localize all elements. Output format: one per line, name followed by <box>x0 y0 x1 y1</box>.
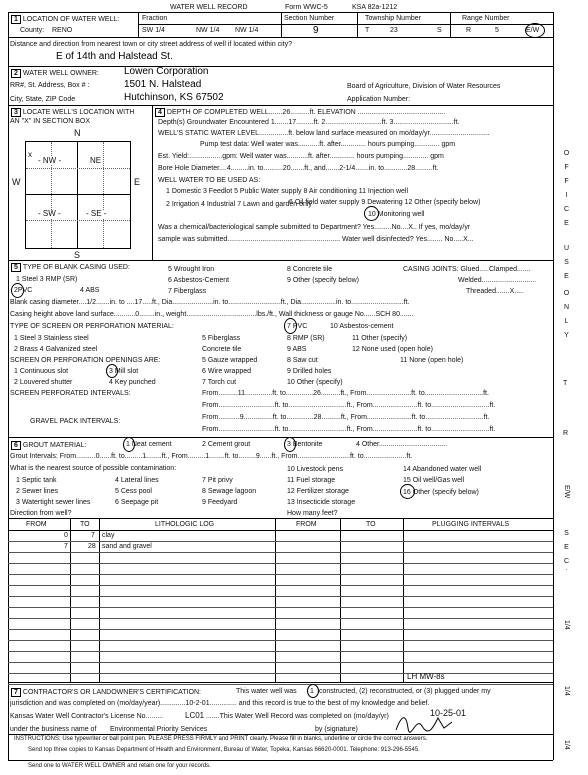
side-sec: S E C. <box>563 530 570 572</box>
constructed-circle <box>307 684 319 698</box>
form-number: Form WWC-5 <box>285 4 328 11</box>
compass-e: E <box>134 177 141 187</box>
screen-asbestos: 10 Asbestos-cement <box>330 323 394 330</box>
gravel-interval-1: From...........9...............ft. to..............28..........ft., From.......................ft. to..............................ft. <box>202 414 490 421</box>
log-header-to-2: TO <box>366 521 376 528</box>
instructions: INSTRUCTIONS: Use typewriter or ball point pen. PLEASE PRESS FIRMLY and PRINT clearly. Please fill in blanks, underline or circle the correct answers. <box>14 736 428 742</box>
fraction-sw: SW 1/4 <box>142 27 165 34</box>
compass-n: N <box>74 128 81 138</box>
completed-date: 10-25-01 <box>430 708 467 718</box>
log-row-line <box>8 629 553 630</box>
township-s: S <box>437 27 442 34</box>
casing-diameter: Blank casing diameter....1/2.......in. to ....17.....ft., Dia.....................in. to...........................ft., Dia..................in. to...........................ft. <box>10 299 410 306</box>
application-number-label: Application Number: <box>347 96 411 103</box>
section-number-value: 9 <box>313 25 319 36</box>
section-3-subtitle: AN "X" IN SECTION BOX <box>10 118 91 125</box>
log-row-line <box>8 541 553 542</box>
log-row-2-desc: sand and gravel <box>102 543 152 550</box>
contam-lateral: 4 Lateral lines <box>115 477 159 484</box>
opening-wire: 6 Wire wrapped <box>202 368 252 375</box>
pvc-circle <box>11 283 24 298</box>
contam-fuel: 11 Fuel storage <box>287 477 336 484</box>
contam-oilgas: 15 Oil well/Gas well <box>403 477 465 484</box>
screen-pvc-circle <box>284 318 297 334</box>
address-label: RR#, St. Address, Box # : <box>10 82 90 89</box>
log-row-1-from: 0 <box>64 532 68 539</box>
est-yield: Est. Yield:.................gpm: Well water was...........ft. after............. hours pumping............. gpm <box>158 153 444 160</box>
section-4-header: 4 DEPTH OF COMPLETED WELL.......26..........ft. ELEVATION ............................................. <box>155 108 445 117</box>
screen-concrete: Concrete tile <box>202 346 242 353</box>
screen-none: 12 None used (open hole) <box>352 346 433 353</box>
screen-other: 11 Other (specify) <box>352 335 408 342</box>
log-header-plugging: PLUGGING INTERVALS <box>432 521 510 528</box>
side-t: T <box>563 380 568 387</box>
signature-scribble <box>392 710 462 734</box>
signature-label: by (signature) <box>315 726 358 733</box>
gravel-intervals-label: GRAVEL PACK INTERVALS: <box>30 418 121 425</box>
screen-intervals-label: SCREEN PERFORATED INTERVALS: <box>10 390 131 397</box>
screen-row-1: 1 Steel 3 Stainless steel <box>14 335 89 342</box>
direction-label: Direction from well? <box>10 510 72 517</box>
quadrant-se: - SE - <box>86 209 107 218</box>
log-row-line <box>8 618 553 619</box>
fraction-label: Fraction <box>142 15 168 22</box>
compass-s: S <box>74 250 81 260</box>
neat-cement-circle <box>123 437 135 452</box>
send-instructions: Send top three copies to Kansas Department of Health and Environment, Bureau of Water, Topeka, Kansas 66620-0001. Telephone: 913-296-5545. <box>28 747 420 753</box>
owner-name: Lowen Corporation <box>124 66 209 77</box>
contam-seepage: 6 Seepage pit <box>115 499 159 506</box>
license-number: LC01 <box>185 711 205 720</box>
grout-intervals: Grout Intervals: From..........0......ft. to.........1........ft., From.........1........ft. to.........9......ft., From...........................ft. to......................ft. <box>10 453 413 460</box>
side-r: R <box>563 430 569 437</box>
casing-fiberglass: 7 Fiberglass <box>168 288 207 295</box>
fraction-nw1: NW 1/4 <box>196 27 220 34</box>
other-circle <box>400 484 415 499</box>
casing-joints: CASING JOINTS: Glued.....Clamped....... <box>403 266 531 273</box>
log-row-line <box>8 640 553 641</box>
casing-other: 9 Other (specify below) <box>287 277 359 284</box>
log-row-2-to: 28 <box>88 543 96 550</box>
city-label: City, State, ZIP Code <box>10 96 76 103</box>
opening-continuous: 1 Continuous slot <box>14 368 69 375</box>
casing-abs: 4 ABS <box>80 287 100 294</box>
ksa-number: KSA 82a-1212 <box>352 4 398 11</box>
compass-w: W <box>12 177 21 187</box>
screen-interval-2: From.............................ft. to..............................ft., From.......................ft. to..............................ft. <box>202 402 496 409</box>
range-r: R <box>466 27 472 34</box>
casing-threaded: Threaded.......X..... <box>466 288 524 295</box>
contam-other: 16 Other (specify below) <box>403 489 479 496</box>
owner-city: Hutchinson, KS 67502 <box>124 92 224 103</box>
frame-right <box>553 12 554 760</box>
business-label: under the business name of <box>10 726 97 733</box>
casing-wrought: 5 Wrought Iron <box>168 266 215 273</box>
location-x-mark: x <box>28 150 32 159</box>
send-instructions-2: Send one to WATER WELL OWNER and retain one for your records. <box>28 763 211 769</box>
township-t: T <box>365 27 370 34</box>
side-quarter-2: 1/4 <box>563 686 570 696</box>
section-5-header: 5 TYPE OF BLANK CASING USED: <box>11 263 130 272</box>
opening-gauze: 5 Gauze wrapped <box>202 357 258 364</box>
quadrant-nw: - NW - <box>38 156 62 165</box>
cert-text-2: jurisdiction and was completed on (mo/day/year).............10-2-01.............. and this record is true to the best of my knowledge and belief. <box>10 700 430 707</box>
distance-label: Distance and direction from nearest town or city street address of well if located within city? <box>10 41 293 48</box>
openings-title: SCREEN OR PERFORATION OPENINGS ARE: <box>10 357 161 364</box>
contamination-label: What is the nearest source of possible contamination: <box>10 465 177 472</box>
use-row-2: 2 Irrigation 4 Industrial 7 Lawn and garden only <box>166 201 312 208</box>
screen-abs: 9 ABS <box>287 346 307 353</box>
log-row-line <box>8 673 553 674</box>
opening-saw: 8 Saw cut <box>287 357 318 364</box>
cert-text-1: This water well was <box>236 688 297 695</box>
side-quarter-1: 1/4 <box>563 620 570 630</box>
casing-1: 1 Steel 3 RMP (SR) <box>16 276 78 283</box>
groundwater-depths: Depth(s) Groundwater Encountered 1.......17.........ft. 2.............................ft. 3...............................ft. <box>158 119 460 126</box>
contam-fertilizer: 12 Fertilizer storage <box>287 488 349 495</box>
log-row-line <box>8 585 553 586</box>
log-row-line <box>8 651 553 652</box>
section-3-header: 3 LOCATE WELL'S LOCATION WITH <box>11 108 134 117</box>
log-row-line <box>8 684 553 685</box>
chem-sample-2: sample was submitted.......................................................... Water well disinfected? Yes........ No.....X... <box>158 236 474 243</box>
opening-none: 11 None (open hole) <box>400 357 464 364</box>
opening-key: 4 Key punched <box>109 379 156 386</box>
contam-lagoon: 8 Sewage lagoon <box>202 488 257 495</box>
casing-height: Casing height above land surface...........0........in., weight....................................lbs./ft., Wall thickness or gauge No......SCH 80....... <box>10 311 414 318</box>
log-header-lithologic: LITHOLOGIC LOG <box>155 521 215 528</box>
grout-cement: 2 Cement grout <box>202 441 251 448</box>
use-title: WELL WATER TO BE USED AS: <box>158 177 261 184</box>
screen-interval-1: From..........11..............ft. to..............26..........ft., From.......................ft. to..............................ft. <box>202 390 489 397</box>
frame-left <box>8 12 9 760</box>
log-row-1-desc: clay <box>102 532 115 539</box>
township-label: Township Number <box>365 15 422 22</box>
monitoring-circle <box>364 206 379 221</box>
how-many-feet: How many feet? <box>287 510 338 517</box>
contam-septic: 1 Septic tank <box>16 477 57 484</box>
form-title: WATER WELL RECORD <box>170 4 248 11</box>
contam-privy: 7 Pit privy <box>202 477 233 484</box>
casing-concrete: 8 Concrete tile <box>287 266 333 273</box>
bore-diameter: Bore Hole Diameter....4.........in. to..........20.......ft., and.......2-1/4.......in. to............28.........ft. <box>158 165 439 172</box>
log-header-from-2: FROM <box>296 521 317 528</box>
completed-label: .......This Water Well Record was completed on (mo/day/yr) <box>206 713 389 720</box>
screen-fiberglass: 5 Fiberglass <box>202 335 241 342</box>
casing-welded: Welded............................ <box>458 277 537 284</box>
business-name: Environmental Priority Services <box>110 726 208 733</box>
contam-livestock: 10 Livestock pens <box>287 466 344 473</box>
log-header-to: TO <box>80 521 90 528</box>
only-label: O N L Y <box>563 290 570 339</box>
gravel-interval-2: From.............................ft. to..............................ft., From.......................ft. to..............................ft. <box>202 426 496 433</box>
range-label: Range Number <box>462 15 510 22</box>
chem-sample: Was a chemical/bacteriological sample submitted to Department? Yes.........No....X.. If yes, mo/day/yr <box>158 224 471 231</box>
use-row-1: 1 Domestic 3 Feedlot 5 Public Water supply 8 Air conditioning 11 Injection well <box>166 188 409 195</box>
log-row-line <box>8 596 553 597</box>
log-note: LH MW-8s <box>407 672 445 681</box>
grout-other: 4 Other................................... <box>356 441 448 448</box>
pump-test: Pump test data: Well water was...........ft. after............. hours pumping............. gpm <box>200 141 456 148</box>
opening-louvered: 2 Louvered shutter <box>14 379 73 386</box>
section-number-label: Section Number <box>284 15 335 22</box>
distance-value: E of 14th and Halstead St. <box>56 51 173 62</box>
log-row-line <box>8 574 553 575</box>
contam-feedyard: 9 Feedyard <box>202 499 238 506</box>
opening-other: 10 Other (specify) <box>287 379 343 386</box>
board-label: Board of Agriculture, Division of Water Resources <box>347 83 501 90</box>
screen-title: TYPE OF SCREEN OR PERFORATION MATERIAL: <box>10 323 174 330</box>
contam-abandoned: 14 Abandoned water well <box>403 466 482 473</box>
section-7-header: 7 CONTRACTOR'S OR LANDOWNER'S CERTIFICATION: <box>11 688 201 697</box>
township-value: 23 <box>390 27 398 34</box>
owner-address: 1501 N. Halstead <box>124 79 202 90</box>
section-6-header: 6 GROUT MATERIAL: <box>11 441 86 450</box>
log-row-line <box>8 552 553 553</box>
section-2-header: 2 WATER WELL OWNER: <box>11 69 99 78</box>
quadrant-ne: NE <box>90 156 102 165</box>
screen-pvc: 7 PVC <box>287 323 308 330</box>
ew-circle <box>525 23 545 38</box>
cert-choice-1: 1 <box>310 688 314 695</box>
log-row-2-from: 7 <box>64 543 68 550</box>
range-ew: E/W <box>526 27 540 34</box>
grout-bentonite: 3 Bentonite <box>287 441 323 448</box>
screen-row-2: 2 Brass 4 Galvanized steel <box>14 346 98 353</box>
contam-watertight: 3 Watertight sewer lines <box>16 499 91 506</box>
fraction-nw2: NW 1/4 <box>235 27 259 34</box>
county-value: RENO <box>52 27 73 34</box>
license-label: Kansas Water Well Contractor's License No......... <box>10 713 164 720</box>
cert-text-1b: constructed, (2) reconstructed, or (3) plugged under my <box>319 688 491 695</box>
use-label: U S E <box>563 245 570 280</box>
static-level: WELL'S STATIC WATER LEVEL...............ft. below land surface measured on mo/day/yr............................... <box>158 130 490 137</box>
mill-slot-circle <box>106 364 118 378</box>
side-ew: E/W <box>563 485 570 499</box>
opening-torch: 7 Torch cut <box>202 379 237 386</box>
county-label: County: <box>20 27 45 34</box>
contam-insecticide: 13 Insecticide storage <box>287 499 356 506</box>
side-quarter-3: 1/4 <box>563 740 570 750</box>
office-label: O F F I C E <box>563 150 570 227</box>
contam-cess: 5 Cess pool <box>115 488 152 495</box>
log-row-line <box>8 662 553 663</box>
log-row-line <box>8 607 553 608</box>
log-header-from: FROM <box>26 521 47 528</box>
range-value: 5 <box>495 27 499 34</box>
log-row-line <box>8 563 553 564</box>
use-monitoring: 10 Monitoring well <box>368 211 425 218</box>
log-row-1-to: 7 <box>91 532 95 539</box>
quadrant-sw: - SW - <box>38 209 61 218</box>
grout-neat: 1 Neat cement <box>126 441 172 448</box>
contam-sewer: 2 Sewer lines <box>16 488 59 495</box>
frame-bottom <box>8 760 553 761</box>
bentonite-circle <box>284 437 296 452</box>
opening-mill: 3 Mill slot <box>109 368 139 375</box>
section-1-header: 1 LOCATION OF WATER WELL: <box>11 15 119 24</box>
opening-drilled: 9 Drilled holes <box>287 368 332 375</box>
screen-rmp: 8 RMP (SR) <box>287 335 325 342</box>
casing-asbestos: 6 Asbestos-Cement <box>168 277 230 284</box>
casing-pvc: 2PVC <box>14 287 33 294</box>
use-row-extra: 6 Oil field water supply 9 Dewatering 12 Other (specify below) <box>289 199 481 206</box>
